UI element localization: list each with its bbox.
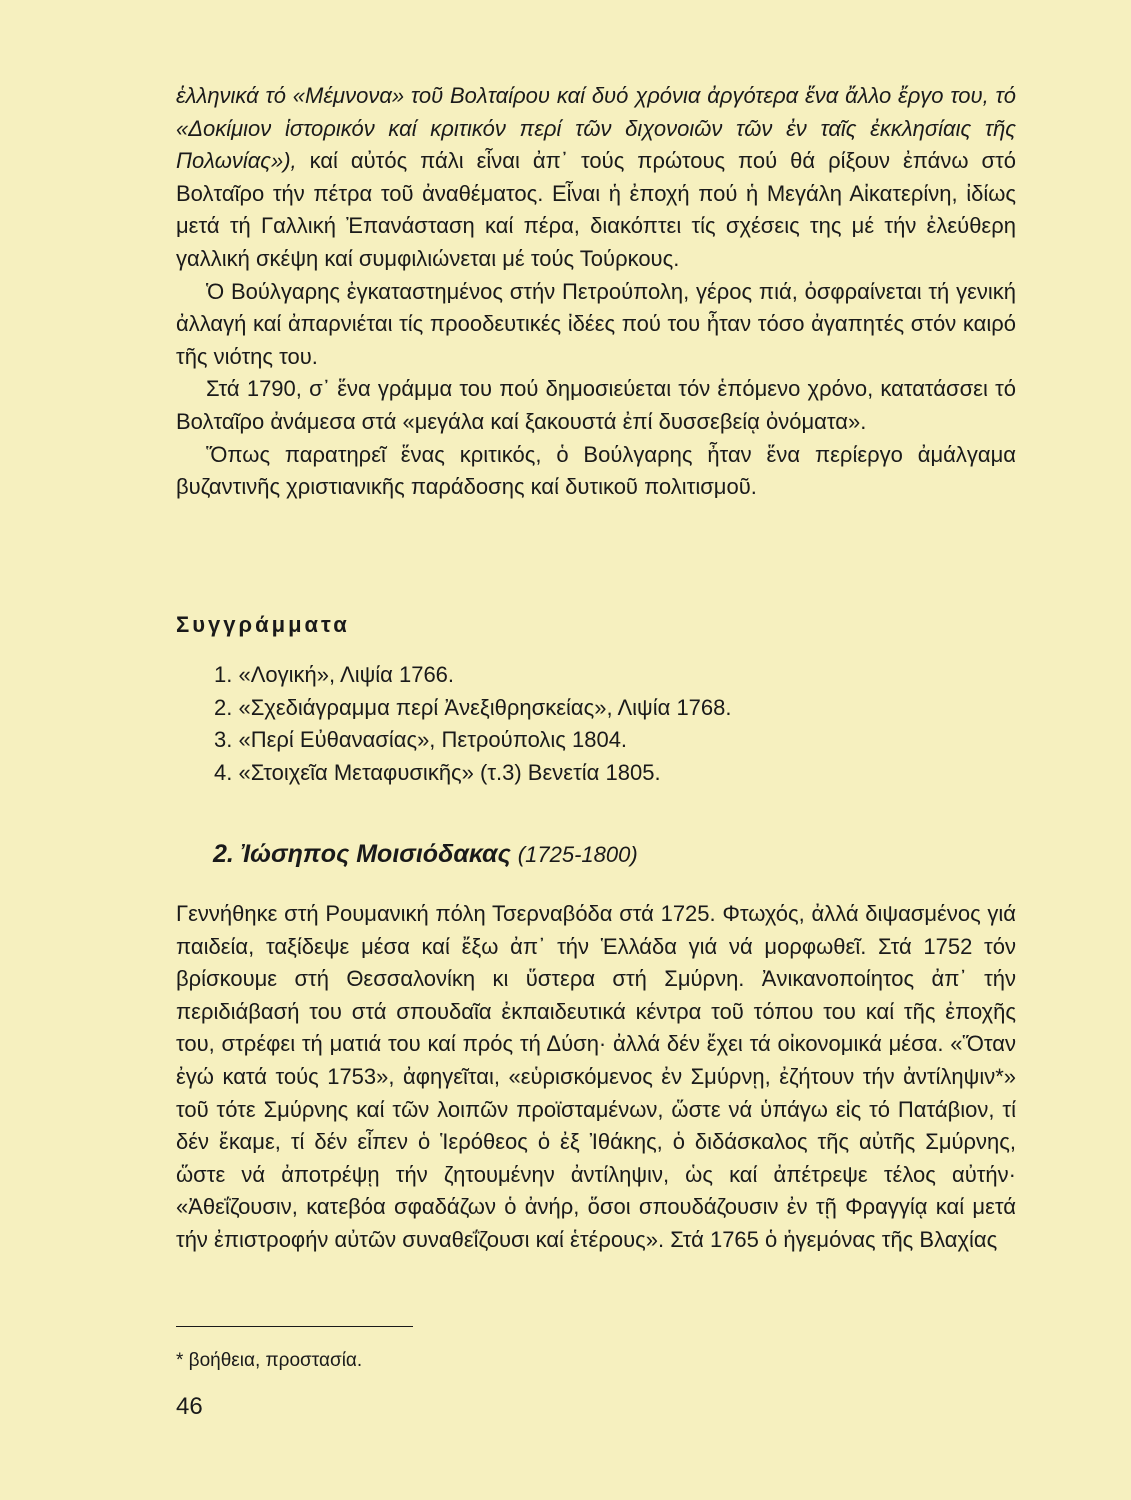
works-list [214,659,732,789]
footnote-divider [176,1326,413,1327]
footnote: * βοήθεια, προστασία. [176,1350,363,1371]
chapter-title: 2. Ἰώσηπος Μοισιόδακας [213,840,511,868]
intro-paragraph-1 [176,80,1016,276]
works-list-item: 1. «Λογική», Λιψία 1766. [214,662,455,687]
intro-text [176,80,1016,504]
works-list-item: 2. «Σχεδιάγραμμα περί Ἀνεξιθρησκείας», Λιψία 1768. [214,694,732,720]
works-list-item: 3. «Περί Εὐθανασίας», Πετρούπολις 1804. [214,727,628,753]
intro-paragraph-4: Ὅπως παρατηρεῖ ἕνας κριτικός, ὁ Βούλγαρης ἦταν ἕνα περίεργο ἀμάλγαμα βυζαντινῆς χριστιανικῆς παράδοσης καί δυτικοῦ πολιτισμοῦ. [176,441,1016,500]
intro-paragraph-3: Στά 1790, σ᾿ ἕνα γράμμα του πού δημοσιεύεται τόν ἑπόμενο χρόνο, κατατάσσει τό Βολταῖρο ἀνάμεσα στά «μεγάλα καί ξακουστά ἐπί δυσσεβείᾳ ὀνόματα». [176,376,1016,434]
intro-italic-lead: ἑλληνικά τό «Μέμνονα» τοῦ Βολταίρου καί δυό χρόνια ἀργότερα ἕνα ἄλλο ἔργο του, τό «Δοκίμιον ἱστορικόν καί κριτικόν περί τῶν διχονοιῶν τῶν ἐν ταῖς ἐκκλησίαις τῆς Πολωνίας»), [176,83,1016,174]
works-list-item: 4. «Στοιχεῖα Μεταφυσικῆς» (τ.3) Βενετία 1805. [214,759,661,785]
intro-lead-rest: καί αὐτός πάλι εἶναι ἀπ᾿ τούς πρώτους πού θά ρίξουν ἐπάνω στό Βολταῖρο τήν πέτρα τοῦ ἀναθέματος. Εἶναι ἡ ἐποχή πού ἡ Μεγάλη Αἰκατερίνη, ἰδίως μετά τή Γαλλική Ἐπανάσταση καί πέρα, διακόπτει τίς σχέσεις της μέ τήν ἐλεύθερη γαλλική σκέψη καί συμφιλιώνεται μέ τούς Τούρκους. [176,148,1016,271]
chapter-paragraph: Γεννήθηκε στή Ρουμανική πόλη Τσερναβόδα στά 1725. Φτωχός, ἀλλά διψασμένος γιά παιδεία, ταξίδεψε μέσα καί ἔξω ἀπ᾿ τήν Ἑλλάδα γιά νά μορφωθεῖ. Στά 1752 τόν βρίσκουμε στή Θεσσαλονίκη κι ὕστερα στή Σμύρνη. Ἀνικανοποίητος ἀπ᾿ τήν περιδιάβασή του στά σπουδαῖα ἐκπαιδευτικά κέντρα τοῦ τόπου του καί τῆς ἐποχῆς του, στρέφει τή ματιά του καί πρός τή Δύση· ἀλλά δέν ἔχει τά οἰκονομικά μέσα. «Ὅταν ἐγώ κατά τούς 1753», ἀφηγεῖται, «εὑρισκόμενος ἐν Σμύρνῃ, ἐζήτουν τήν ἀντίληψιν*» τοῦ τότε Σμύρνης καί τῶν λοιπῶν προϊσταμένων, ὥστε νά ὑπάγω εἰς τό Πατάβιον, τί δέν ἔκαμε, τί δέν εἶπεν ὁ Ἱερόθεος ὁ ἐξ Ἰθάκης, ὁ διδάσκαλος τῆς αὐτῆς Σμύρνης, ὥστε νά ἀποτρέψῃ τήν ζητουμένην ἀντίληψιν, ὡς καί ἀπέτρεψε τέλος αὐτήν· «Ἀθεΐζουσιν, κατεβόα σφαδάζων ὁ ἀνήρ, ὅσοι σπουδάζουσιν ἐν τῇ Φραγγίᾳ καί μετά τήν ἐπιστροφήν αὐτῶν συναθεΐζουσι καί ἑτέρους». Στά 1765 ὁ ἡγεμόνας τῆς Βλαχίας [176,901,1016,1252]
intro-paragraph-2: Ὁ Βούλγαρης ἐγκαταστημένος στήν Πετρούπολη, γέρος πιά, ὀσφραίνεται τή γενική ἀλλαγή καί ἀπαρνιέται τίς προοδευτικές ἰδέες πού του ἦταν τόσο ἀγαπητές στόν καιρό τῆς νιότης του. [176,278,1016,369]
works-heading: Συγγράμματα [176,612,350,637]
chapter-text [176,898,1016,1257]
page-number: 46 [176,1393,203,1420]
chapter-years: (1725-1800) [517,842,638,867]
chapter-heading [213,840,638,869]
